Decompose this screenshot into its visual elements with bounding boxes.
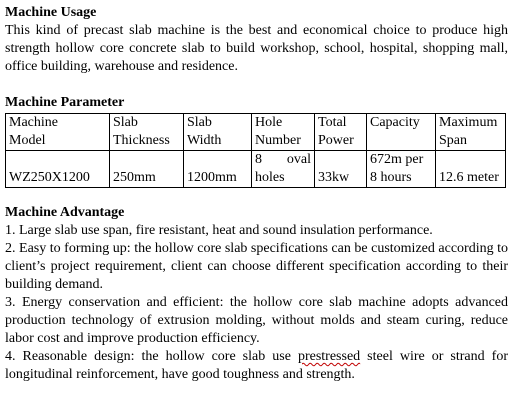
- header-cell-machine-model: Machine Model: [6, 114, 110, 151]
- table-header-row: [6, 114, 506, 151]
- header-cell-hole-number: Hole Number: [252, 114, 315, 151]
- parameter-table: [5, 113, 506, 188]
- cell-span: 12.6 meter: [436, 151, 506, 188]
- header-cell-maximum-span: Maximum Span: [436, 114, 506, 151]
- spacer: [5, 76, 508, 94]
- table-row: [6, 151, 506, 188]
- header-cell-slab-width: Slab Width: [184, 114, 252, 151]
- cell-capacity: 672m per 8 hours: [367, 151, 436, 188]
- cell-power: 33kw: [315, 151, 367, 188]
- advantage-heading: Machine Advantage: [5, 205, 125, 220]
- usage-text: This kind of precast slab machine is the best and economical choice to produce high strength hollow core concrete slab to build workshop, school, hospital, shopping mall, office building, warehouse and residence.: [5, 23, 508, 74]
- cell-model: WZ250X1200: [6, 151, 110, 188]
- cell-thickness: 250mm: [110, 151, 184, 188]
- header-cell-capacity: Capacity: [367, 114, 436, 151]
- list-item: [5, 348, 508, 384]
- parameter-heading: Machine Parameter: [5, 95, 125, 110]
- header-cell-slab-thickness: Slab Thickness: [110, 114, 184, 151]
- cell-width: 1200mm: [184, 151, 252, 188]
- item4-text-after: steel wire or strand for longitudinal reinforcement, have good toughness and strength.: [5, 349, 508, 382]
- advantage-list: [5, 222, 508, 384]
- usage-heading: Machine Usage: [5, 5, 97, 20]
- list-item: 1. Large slab use span, fire resistant, heat and sound insulation performance.: [5, 223, 433, 238]
- list-item: 3. Energy conservation and efficient: the hollow core slab machine adopts advanced production technology of extrusion molding, without molds and steam curing, reduce labor cost and improve production efficiency.: [5, 295, 508, 346]
- header-cell-total-power: Total Power: [315, 114, 367, 151]
- spacer: [5, 188, 508, 204]
- item4-text-before: 4. Reasonable design: the hollow core slab use: [5, 349, 298, 364]
- list-item: 2. Easy to forming up: the hollow core slab specifications can be customized according to client’s project requirement, client can choose different specification according to their building demand.: [5, 241, 508, 292]
- spellcheck-marked-word: prestressed: [297, 349, 361, 364]
- cell-hole-number: 8 oval holes: [252, 151, 315, 188]
